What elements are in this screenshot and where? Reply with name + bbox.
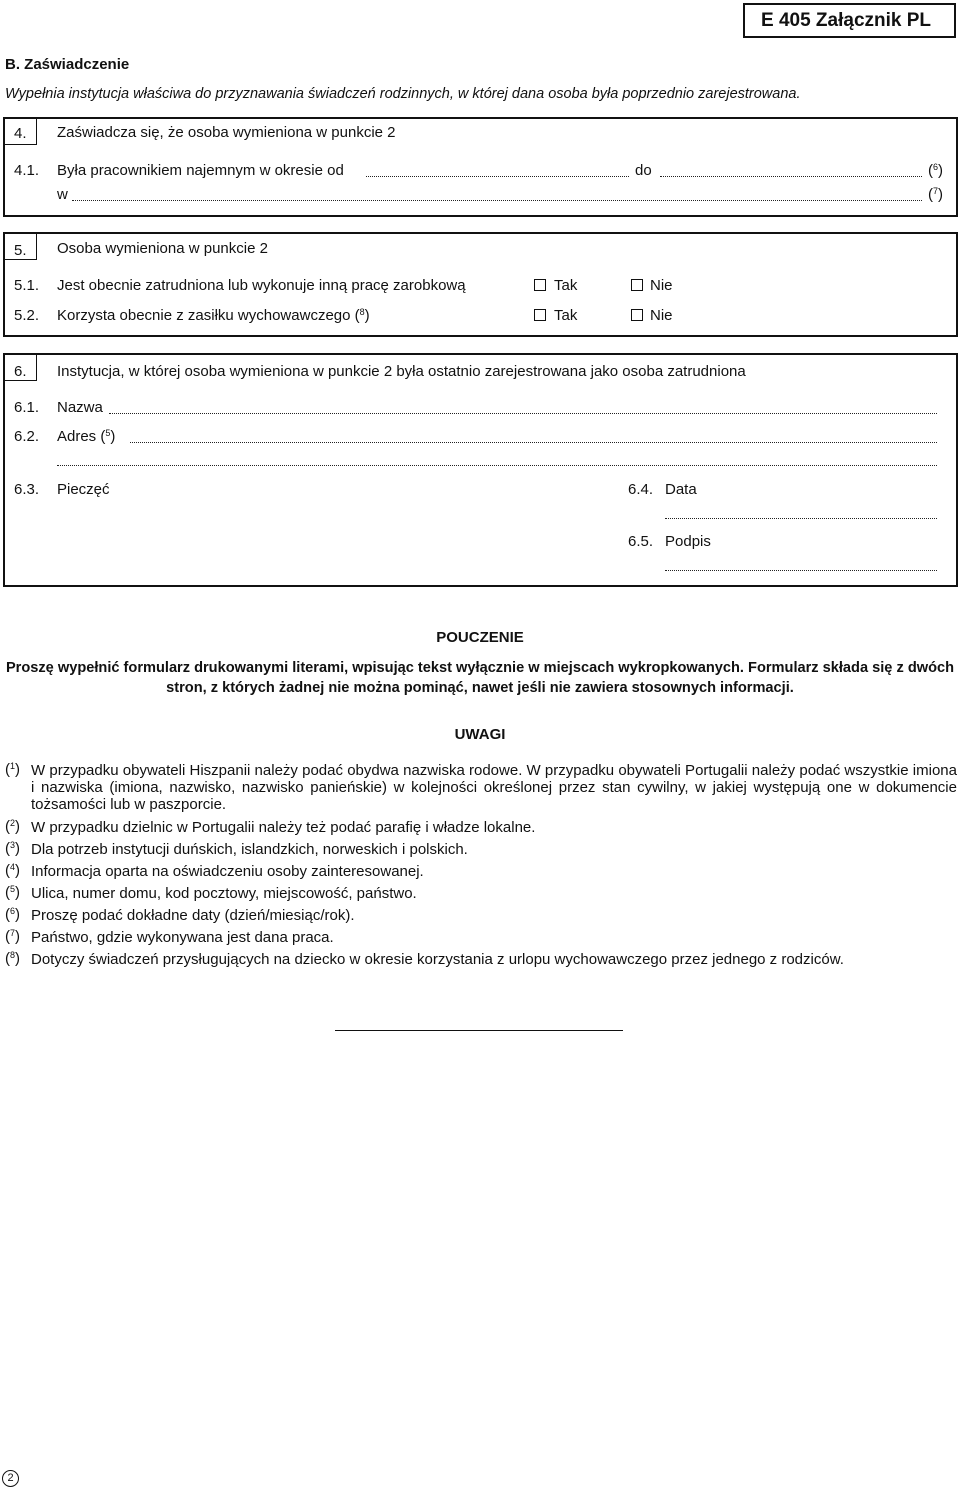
note-item: ($^5$) Ulica, numer domu, kod pocztowy, miejscowość, państwo. (5, 884, 417, 902)
signature-field[interactable] (665, 570, 937, 571)
separator-line (335, 1030, 623, 1031)
period-to-label: do (635, 162, 652, 179)
item-5-2-number: 5.2. (14, 307, 40, 324)
page-number-badge (2, 1470, 19, 1487)
allowance-yes-checkbox[interactable] (534, 309, 546, 321)
page-number: 2 (7, 1472, 14, 1484)
item-6-4-label: Data (665, 481, 697, 498)
institution-address-field-line2[interactable] (57, 465, 937, 466)
item-6-5-number: 6.5. (628, 533, 654, 550)
note-item: ($^4$) Informacja oparta na oświadczeniu osoby zainteresowanej. (5, 862, 424, 880)
item-6-4-number: 6.4. (628, 481, 654, 498)
item-6-3-number: 6.3. (14, 481, 40, 498)
uwagi-title: UWAGI (454, 726, 506, 743)
section-6-number: 6. (14, 363, 27, 380)
item-4-1-number: 4.1. (14, 162, 40, 179)
institution-name-field[interactable] (109, 413, 937, 414)
note-item: ($^2$) W przypadku dzielnic w Portugalii należy też podać parafię i władze lokalne. (5, 818, 536, 836)
employed-yes-checkbox[interactable] (534, 279, 546, 291)
employed-yes-label: Tak (554, 277, 578, 294)
form-code: E 405 Załącznik PL (761, 10, 932, 31)
item-6-2-number: 6.2. (14, 428, 40, 445)
allowance-no-label: Nie (650, 307, 673, 324)
pouczenie-text: Proszę wypełnić formularz drukowanymi literami, wpisując tekst wyłącznie w miejscach wykropkowanych. Formularz składa się z dwóch stron, z których żadnej nie można pominąć, nawet jeśli nie zawiera stosownych informacji. (5, 660, 955, 696)
employed-no-label: Nie (650, 277, 673, 294)
pouczenie-title: POUCZENIE (436, 629, 524, 646)
item-5-2-label: Korzysta obecnie z zasiłku wychowawczego ($^8$) (57, 307, 370, 324)
item-5-1-number: 5.1. (14, 277, 40, 294)
item-6-1-number: 6.1. (14, 399, 40, 416)
item-5-1-label: Jest obecnie zatrudniona lub wykonuje inną pracę zarobkową (57, 277, 466, 294)
section-b-title: B. Zaświadczenie (5, 56, 130, 73)
section-6-title: Instytucja, w której osoba wymieniona w punkcie 2 była ostatnio zarejestrowana jako osoba zatrudniona (57, 363, 746, 380)
period-to-field[interactable] (660, 176, 922, 177)
section-6-box (3, 353, 958, 587)
employed-no-checkbox[interactable] (631, 279, 643, 291)
note-ref-6: ($^6$) (928, 162, 944, 179)
note-item: ($^3$) Dla potrzeb instytucji duńskich, islandzkich, norweskich i polskich. (5, 840, 468, 858)
item-6-3-label: Pieczęć (57, 481, 110, 498)
workplace-label: w (57, 186, 68, 203)
section-b-instruction: Wypełnia instytucja właściwa do przyznawania świadczeń rodzinnych, w której dana osoba była poprzednio zarejestrowana. (5, 86, 801, 102)
item-6-5-label: Podpis (665, 533, 711, 550)
item-6-1-label: Nazwa (57, 399, 103, 416)
note-item: ($^6$) Proszę podać dokładne daty (dzień/miesiąc/rok). (5, 906, 355, 924)
allowance-yes-label: Tak (554, 307, 578, 324)
section-4-title: Zaświadcza się, że osoba wymieniona w punkcie 2 (57, 124, 396, 141)
institution-address-field[interactable] (130, 442, 937, 443)
note-item: ($^8$) Dotyczy świadczeń przysługujących na dziecko w okresie korzystania z urlopu wychowawczego przez jednego z rodziców. (5, 950, 844, 968)
item-6-2-label: Adres ($^5$) (57, 428, 116, 445)
note-item: ($^7$) Państwo, gdzie wykonywana jest dana praca. (5, 928, 334, 946)
item-4-1-label: Była pracownikiem najemnym w okresie od (57, 162, 344, 179)
note-item: ($^1$) W przypadku obywateli Hiszpanii należy podać obydwa nazwiska rodowe. W przypadku obywateli Portugalii należy podać wszystkie imiona i nazwiska (imiona, nazwisko, nazwisko panieńskie) w kolejności określonej przez stan cywilny, w jakiej występują one w dokumencie tożsamości lub w paszporcie. (5, 761, 957, 813)
workplace-field[interactable] (72, 200, 922, 201)
period-from-field[interactable] (366, 176, 629, 177)
form-code-box (743, 3, 956, 38)
section-5-title: Osoba wymieniona w punkcie 2 (57, 240, 268, 257)
section-5-number: 5. (14, 242, 27, 259)
allowance-no-checkbox[interactable] (631, 309, 643, 321)
note-ref-7: ($^7$) (928, 186, 944, 203)
date-field[interactable] (665, 518, 937, 519)
section-4-number: 4. (14, 125, 27, 142)
